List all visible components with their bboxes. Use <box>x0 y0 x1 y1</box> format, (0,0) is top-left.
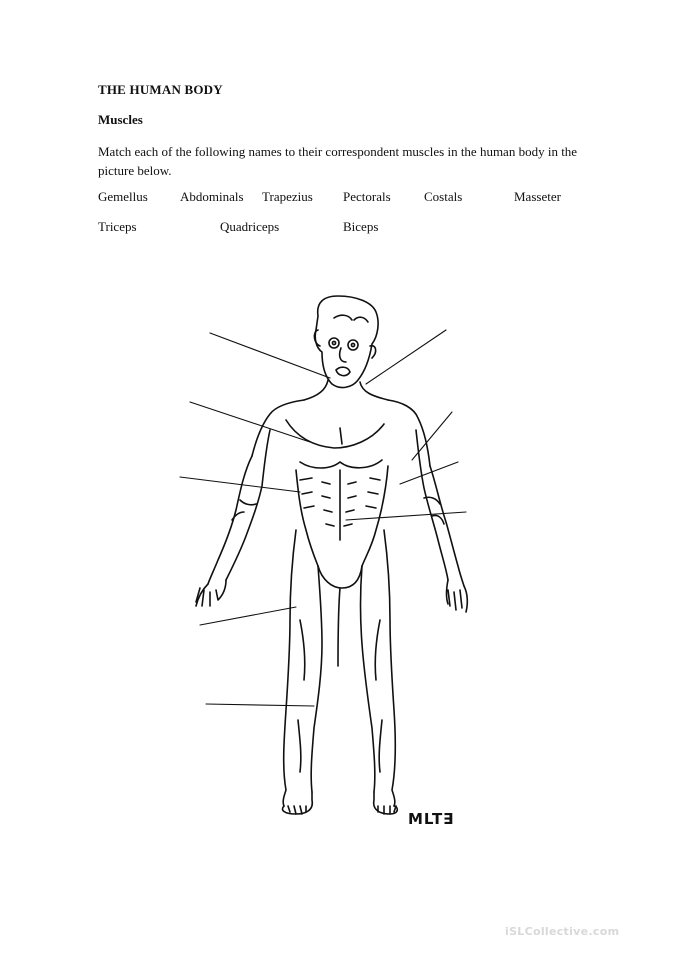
torso-outline <box>252 400 430 588</box>
neck-outline <box>304 380 388 400</box>
word-abdominals: Abdominals <box>180 189 244 204</box>
pointer-line <box>200 607 296 625</box>
word-biceps: Biceps <box>343 219 379 234</box>
pointer-line <box>190 402 310 442</box>
right-arm-outline <box>416 430 467 612</box>
section-subtitle: Muscles <box>98 112 143 127</box>
instructions-text: Match each of the following names to their correspondent muscles in the human body in the picture below. <box>98 144 578 178</box>
pointer-line <box>366 330 446 384</box>
pointer-line <box>400 462 458 484</box>
worksheet-title: THE HUMAN BODY <box>98 82 223 97</box>
artist-signature: MLT∃ <box>408 810 455 828</box>
legs-outline <box>283 530 398 814</box>
left-arm-outline <box>196 430 270 606</box>
word-triceps: Triceps <box>98 219 137 234</box>
pointer-line <box>210 333 330 378</box>
pointer-line <box>346 512 466 520</box>
word-masseter: Masseter <box>514 189 561 204</box>
word-trapezius: Trapezius <box>262 189 313 204</box>
word-gemellus: Gemellus <box>98 189 148 204</box>
watermark: iSLCollective.com <box>505 925 620 938</box>
pointer-line <box>206 704 314 706</box>
word-quadriceps: Quadriceps <box>220 219 280 234</box>
pointer-lines <box>180 330 466 706</box>
word-costals: Costals <box>424 189 463 204</box>
word-pectorals: Pectorals <box>343 189 391 204</box>
head-outline <box>314 296 378 387</box>
